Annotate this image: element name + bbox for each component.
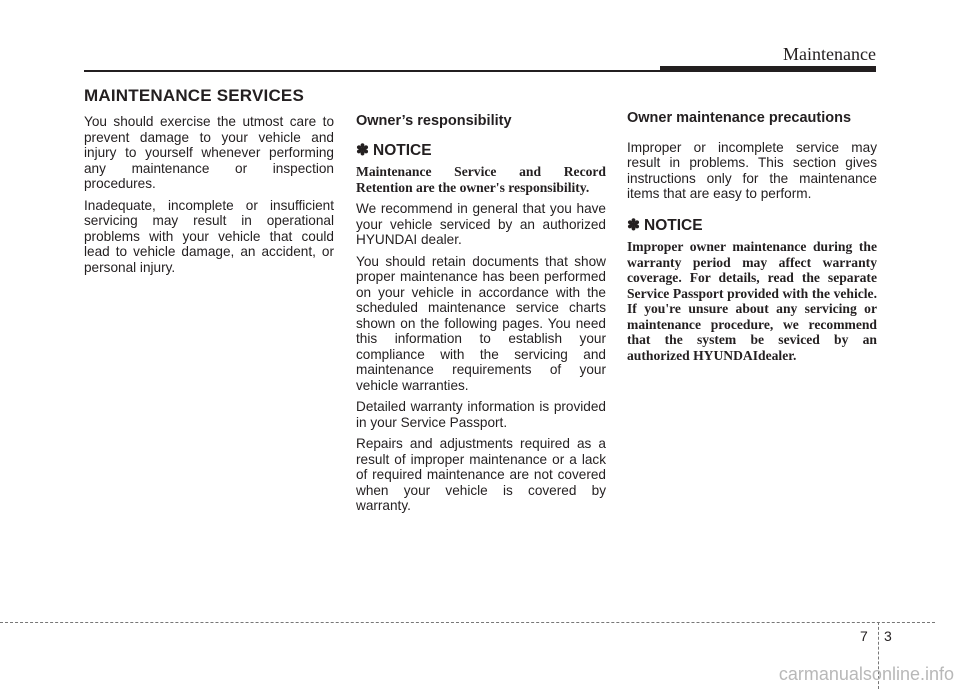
owner-precautions-heading: Owner maintenance precautions (627, 110, 852, 126)
section-title: MAINTENANCE SERVICES (84, 86, 304, 105)
column-1 (84, 114, 334, 281)
footer-divider (0, 622, 935, 623)
paragraph: Inadequate, incomplete or insufficient servicing may result in operational problems with your vehicle that could lead to vehicle damage, an accident, or personal injury. (84, 197, 334, 275)
notice-body: Improper owner maintenance during the warranty period may affect warranty coverage. For details, read the separate Service Passport provided with the vehicle. If you're unsure about any servicing or maintenance procedure, we recommend that the system be seviced by an authorized HYUNDAIdealer. (627, 239, 877, 363)
paragraph: Improper or incomplete service may result in problems. This section gives instructions only for the maintenance items that are easy to perform. (627, 139, 877, 201)
notice-label: NOTICE (373, 141, 432, 159)
chapter-title: Maintenance (783, 44, 876, 64)
asterisk-icon: ✽ (627, 216, 640, 234)
owner-responsibility-heading: Owner’s responsibility (356, 113, 512, 129)
paragraph: Detailed warranty information is provided in your Service Passport. (356, 399, 606, 430)
paragraph: Repairs and adjustments required as a result of improper maintenance or a lack of required maintenance are not covered when your vehicle is covered by warranty. (356, 436, 606, 513)
paragraph: You should retain documents that show proper maintenance has been performed on your vehicle in accordance with the scheduled maintenance service charts shown on the following pages. You need this information to establish your compliance with the servicing and maintenance requirements of your vehicle warranties. (356, 253, 606, 393)
asterisk-icon: ✽ (356, 141, 369, 159)
notice-title (356, 143, 606, 159)
header-rule-thin (84, 70, 660, 72)
notice-label: NOTICE (644, 216, 703, 234)
notice-body: Maintenance Service and Record Retention are the owner's responsibility. (356, 164, 606, 195)
watermark: carmanualsonline.info (778, 664, 954, 684)
header-rule-thick (660, 66, 876, 72)
notice-title (627, 218, 877, 234)
paragraph: We recommend in general that you have your vehicle serviced by an authorized HYUNDAI dealer. (356, 201, 606, 247)
page-number: 3 (884, 628, 892, 644)
chapter-number: 7 (860, 628, 868, 644)
column-2 (356, 114, 606, 520)
paragraph: You should exercise the utmost care to prevent damage to your vehicle and injury to yourself whenever performing any maintenance or inspection procedures. (84, 114, 334, 191)
column-3 (627, 111, 877, 369)
